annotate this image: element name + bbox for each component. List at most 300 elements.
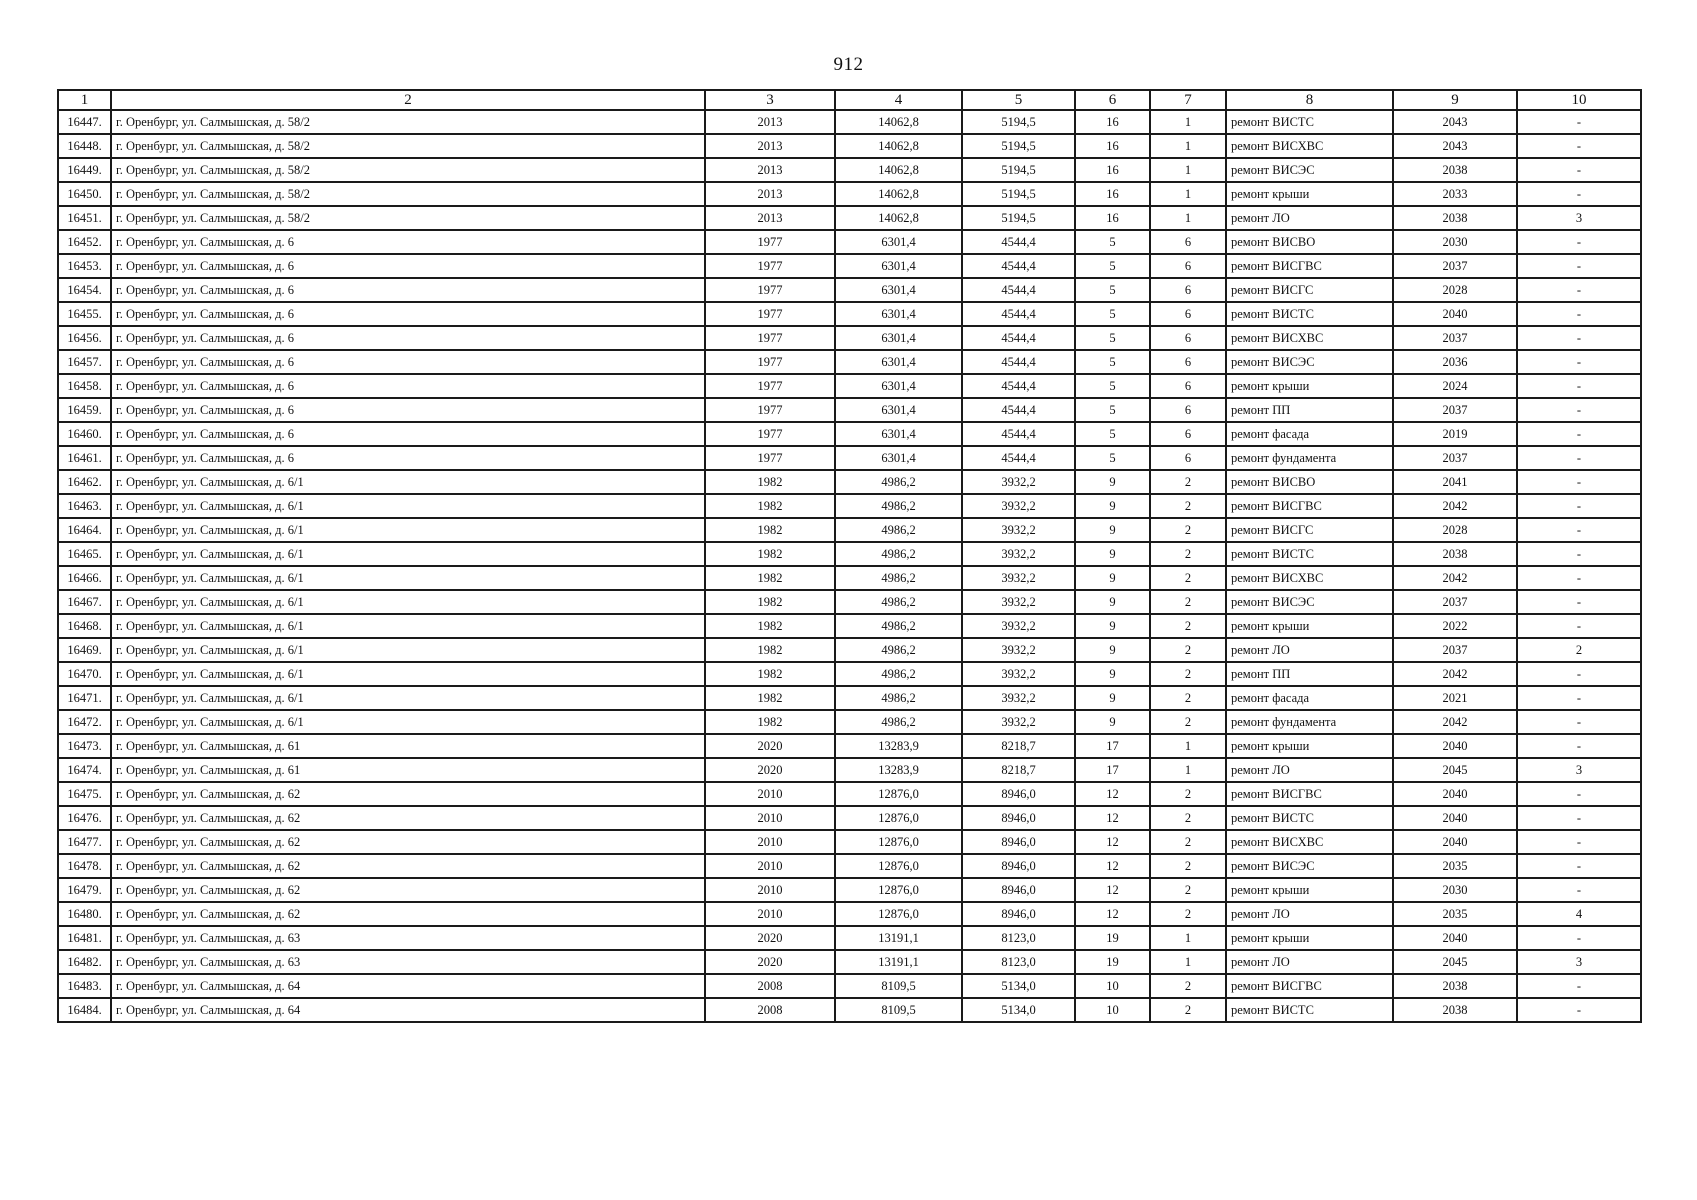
year-cell: 2010 [705, 902, 835, 926]
planned-year-cell: 2038 [1393, 542, 1517, 566]
year-cell: 1982 [705, 710, 835, 734]
entrances-cell: 2 [1150, 830, 1226, 854]
floors-cell: 5 [1075, 374, 1150, 398]
total-area-cell: 12876,0 [835, 806, 962, 830]
total-area-cell: 4986,2 [835, 518, 962, 542]
address-cell: г. Оренбург, ул. Салмышская, д. 6 [111, 278, 705, 302]
column-header: 2 [111, 90, 705, 110]
entrances-cell: 2 [1150, 518, 1226, 542]
row-number-cell: 16463. [58, 494, 111, 518]
entrances-cell: 1 [1150, 182, 1226, 206]
entrances-cell: 2 [1150, 638, 1226, 662]
planned-year-cell: 2037 [1393, 398, 1517, 422]
total-area-cell: 6301,4 [835, 374, 962, 398]
column-header: 9 [1393, 90, 1517, 110]
work-type-cell: ремонт ВИСЭС [1226, 590, 1393, 614]
work-type-cell: ремонт крыши [1226, 926, 1393, 950]
living-area-cell: 5194,5 [962, 206, 1075, 230]
living-area-cell: 8218,7 [962, 734, 1075, 758]
entrances-cell: 2 [1150, 998, 1226, 1022]
planned-year-cell: 2019 [1393, 422, 1517, 446]
address-cell: г. Оренбург, ул. Салмышская, д. 6/1 [111, 518, 705, 542]
elevator-count-cell: - [1517, 470, 1641, 494]
repair-schedule-table [57, 89, 1642, 1023]
address-cell: г. Оренбург, ул. Салмышская, д. 6 [111, 398, 705, 422]
year-cell: 2013 [705, 182, 835, 206]
elevator-count-cell: - [1517, 974, 1641, 998]
table-row [58, 806, 1641, 830]
row-number-cell: 16448. [58, 134, 111, 158]
planned-year-cell: 2045 [1393, 758, 1517, 782]
address-cell: г. Оренбург, ул. Салмышская, д. 6/1 [111, 662, 705, 686]
entrances-cell: 2 [1150, 902, 1226, 926]
entrances-cell: 1 [1150, 134, 1226, 158]
floors-cell: 19 [1075, 926, 1150, 950]
work-type-cell: ремонт ВИСГВС [1226, 494, 1393, 518]
planned-year-cell: 2042 [1393, 566, 1517, 590]
address-cell: г. Оренбург, ул. Салмышская, д. 6 [111, 350, 705, 374]
elevator-count-cell: 3 [1517, 206, 1641, 230]
total-area-cell: 6301,4 [835, 350, 962, 374]
entrances-cell: 6 [1150, 422, 1226, 446]
work-type-cell: ремонт ЛО [1226, 206, 1393, 230]
column-header: 1 [58, 90, 111, 110]
row-number-cell: 16449. [58, 158, 111, 182]
table-row [58, 254, 1641, 278]
entrances-cell: 2 [1150, 974, 1226, 998]
entrances-cell: 2 [1150, 686, 1226, 710]
planned-year-cell: 2028 [1393, 518, 1517, 542]
living-area-cell: 4544,4 [962, 350, 1075, 374]
work-type-cell: ремонт ВИСЭС [1226, 158, 1393, 182]
row-number-cell: 16457. [58, 350, 111, 374]
elevator-count-cell: 4 [1517, 902, 1641, 926]
living-area-cell: 8946,0 [962, 878, 1075, 902]
table-row [58, 638, 1641, 662]
entrances-cell: 2 [1150, 854, 1226, 878]
entrances-cell: 2 [1150, 590, 1226, 614]
year-cell: 1982 [705, 494, 835, 518]
floors-cell: 9 [1075, 686, 1150, 710]
entrances-cell: 6 [1150, 278, 1226, 302]
row-number-cell: 16476. [58, 806, 111, 830]
floors-cell: 9 [1075, 566, 1150, 590]
row-number-cell: 16480. [58, 902, 111, 926]
elevator-count-cell: - [1517, 878, 1641, 902]
work-type-cell: ремонт ВИСТС [1226, 542, 1393, 566]
row-number-cell: 16460. [58, 422, 111, 446]
row-number-cell: 16472. [58, 710, 111, 734]
total-area-cell: 8109,5 [835, 998, 962, 1022]
work-type-cell: ремонт ВИСВО [1226, 470, 1393, 494]
year-cell: 1982 [705, 686, 835, 710]
floors-cell: 9 [1075, 662, 1150, 686]
floors-cell: 12 [1075, 782, 1150, 806]
total-area-cell: 14062,8 [835, 206, 962, 230]
living-area-cell: 5134,0 [962, 998, 1075, 1022]
work-type-cell: ремонт ЛО [1226, 902, 1393, 926]
entrances-cell: 1 [1150, 734, 1226, 758]
table-row [58, 998, 1641, 1022]
address-cell: г. Оренбург, ул. Салмышская, д. 64 [111, 998, 705, 1022]
living-area-cell: 3932,2 [962, 614, 1075, 638]
address-cell: г. Оренбург, ул. Салмышская, д. 6/1 [111, 470, 705, 494]
living-area-cell: 3932,2 [962, 662, 1075, 686]
planned-year-cell: 2037 [1393, 326, 1517, 350]
total-area-cell: 6301,4 [835, 326, 962, 350]
work-type-cell: ремонт ВИСХВС [1226, 134, 1393, 158]
planned-year-cell: 2045 [1393, 950, 1517, 974]
total-area-cell: 6301,4 [835, 230, 962, 254]
row-number-cell: 16465. [58, 542, 111, 566]
address-cell: г. Оренбург, ул. Салмышская, д. 62 [111, 782, 705, 806]
floors-cell: 16 [1075, 182, 1150, 206]
year-cell: 1977 [705, 398, 835, 422]
planned-year-cell: 2037 [1393, 590, 1517, 614]
floors-cell: 16 [1075, 158, 1150, 182]
row-number-cell: 16464. [58, 518, 111, 542]
row-number-cell: 16452. [58, 230, 111, 254]
year-cell: 2020 [705, 758, 835, 782]
year-cell: 2008 [705, 998, 835, 1022]
living-area-cell: 8946,0 [962, 806, 1075, 830]
living-area-cell: 5194,5 [962, 134, 1075, 158]
row-number-cell: 16454. [58, 278, 111, 302]
year-cell: 1982 [705, 638, 835, 662]
planned-year-cell: 2022 [1393, 614, 1517, 638]
floors-cell: 12 [1075, 902, 1150, 926]
address-cell: г. Оренбург, ул. Салмышская, д. 58/2 [111, 134, 705, 158]
living-area-cell: 5194,5 [962, 158, 1075, 182]
living-area-cell: 8946,0 [962, 782, 1075, 806]
floors-cell: 9 [1075, 542, 1150, 566]
table-row [58, 158, 1641, 182]
planned-year-cell: 2035 [1393, 902, 1517, 926]
floors-cell: 5 [1075, 350, 1150, 374]
row-number-cell: 16479. [58, 878, 111, 902]
total-area-cell: 12876,0 [835, 782, 962, 806]
row-number-cell: 16482. [58, 950, 111, 974]
work-type-cell: ремонт крыши [1226, 878, 1393, 902]
year-cell: 1977 [705, 422, 835, 446]
address-cell: г. Оренбург, ул. Салмышская, д. 63 [111, 926, 705, 950]
floors-cell: 5 [1075, 254, 1150, 278]
work-type-cell: ремонт фундамента [1226, 710, 1393, 734]
floors-cell: 12 [1075, 878, 1150, 902]
table-row [58, 710, 1641, 734]
planned-year-cell: 2042 [1393, 662, 1517, 686]
floors-cell: 5 [1075, 398, 1150, 422]
address-cell: г. Оренбург, ул. Салмышская, д. 6 [111, 422, 705, 446]
work-type-cell: ремонт ВИСГВС [1226, 974, 1393, 998]
work-type-cell: ремонт ВИСХВС [1226, 566, 1393, 590]
floors-cell: 5 [1075, 278, 1150, 302]
address-cell: г. Оренбург, ул. Салмышская, д. 6 [111, 254, 705, 278]
elevator-count-cell: - [1517, 494, 1641, 518]
work-type-cell: ремонт крыши [1226, 182, 1393, 206]
table-row [58, 374, 1641, 398]
total-area-cell: 4986,2 [835, 614, 962, 638]
living-area-cell: 5134,0 [962, 974, 1075, 998]
elevator-count-cell: 2 [1517, 638, 1641, 662]
floors-cell: 9 [1075, 590, 1150, 614]
living-area-cell: 8946,0 [962, 902, 1075, 926]
year-cell: 1982 [705, 566, 835, 590]
entrances-cell: 1 [1150, 926, 1226, 950]
floors-cell: 16 [1075, 134, 1150, 158]
table-row [58, 278, 1641, 302]
work-type-cell: ремонт ВИСГВС [1226, 782, 1393, 806]
work-type-cell: ремонт ВИСТС [1226, 806, 1393, 830]
total-area-cell: 8109,5 [835, 974, 962, 998]
entrances-cell: 6 [1150, 398, 1226, 422]
column-header: 10 [1517, 90, 1641, 110]
floors-cell: 5 [1075, 446, 1150, 470]
elevator-count-cell: - [1517, 350, 1641, 374]
total-area-cell: 6301,4 [835, 302, 962, 326]
address-cell: г. Оренбург, ул. Салмышская, д. 6/1 [111, 638, 705, 662]
total-area-cell: 13191,1 [835, 950, 962, 974]
year-cell: 1982 [705, 590, 835, 614]
entrances-cell: 2 [1150, 470, 1226, 494]
total-area-cell: 4986,2 [835, 470, 962, 494]
floors-cell: 17 [1075, 758, 1150, 782]
work-type-cell: ремонт ВИСГВС [1226, 254, 1393, 278]
row-number-cell: 16473. [58, 734, 111, 758]
entrances-cell: 6 [1150, 350, 1226, 374]
year-cell: 2010 [705, 830, 835, 854]
planned-year-cell: 2036 [1393, 350, 1517, 374]
column-header: 8 [1226, 90, 1393, 110]
year-cell: 1982 [705, 470, 835, 494]
entrances-cell: 6 [1150, 302, 1226, 326]
row-number-cell: 16455. [58, 302, 111, 326]
row-number-cell: 16451. [58, 206, 111, 230]
elevator-count-cell: - [1517, 134, 1641, 158]
year-cell: 1977 [705, 350, 835, 374]
entrances-cell: 1 [1150, 758, 1226, 782]
planned-year-cell: 2040 [1393, 782, 1517, 806]
address-cell: г. Оренбург, ул. Салмышская, д. 58/2 [111, 182, 705, 206]
living-area-cell: 3932,2 [962, 710, 1075, 734]
total-area-cell: 4986,2 [835, 686, 962, 710]
floors-cell: 5 [1075, 230, 1150, 254]
elevator-count-cell: - [1517, 326, 1641, 350]
year-cell: 1982 [705, 614, 835, 638]
planned-year-cell: 2037 [1393, 254, 1517, 278]
elevator-count-cell: - [1517, 662, 1641, 686]
floors-cell: 9 [1075, 470, 1150, 494]
address-cell: г. Оренбург, ул. Салмышская, д. 63 [111, 950, 705, 974]
total-area-cell: 12876,0 [835, 878, 962, 902]
work-type-cell: ремонт ЛО [1226, 950, 1393, 974]
floors-cell: 19 [1075, 950, 1150, 974]
living-area-cell: 3932,2 [962, 518, 1075, 542]
row-number-cell: 16458. [58, 374, 111, 398]
planned-year-cell: 2038 [1393, 998, 1517, 1022]
address-cell: г. Оренбург, ул. Салмышская, д. 6 [111, 446, 705, 470]
row-number-cell: 16466. [58, 566, 111, 590]
entrances-cell: 2 [1150, 494, 1226, 518]
year-cell: 2020 [705, 734, 835, 758]
planned-year-cell: 2033 [1393, 182, 1517, 206]
row-number-cell: 16453. [58, 254, 111, 278]
address-cell: г. Оренбург, ул. Салмышская, д. 6/1 [111, 542, 705, 566]
entrances-cell: 2 [1150, 614, 1226, 638]
table-row [58, 470, 1641, 494]
work-type-cell: ремонт ПП [1226, 398, 1393, 422]
planned-year-cell: 2043 [1393, 110, 1517, 134]
address-cell: г. Оренбург, ул. Салмышская, д. 61 [111, 734, 705, 758]
total-area-cell: 4986,2 [835, 662, 962, 686]
elevator-count-cell: - [1517, 158, 1641, 182]
floors-cell: 12 [1075, 854, 1150, 878]
living-area-cell: 4544,4 [962, 302, 1075, 326]
total-area-cell: 14062,8 [835, 182, 962, 206]
row-number-cell: 16478. [58, 854, 111, 878]
work-type-cell: ремонт крыши [1226, 374, 1393, 398]
total-area-cell: 4986,2 [835, 638, 962, 662]
year-cell: 2010 [705, 878, 835, 902]
table-row [58, 398, 1641, 422]
total-area-cell: 4986,2 [835, 590, 962, 614]
year-cell: 1977 [705, 374, 835, 398]
planned-year-cell: 2040 [1393, 806, 1517, 830]
table-row [58, 830, 1641, 854]
year-cell: 1977 [705, 230, 835, 254]
living-area-cell: 8123,0 [962, 926, 1075, 950]
entrances-cell: 2 [1150, 806, 1226, 830]
year-cell: 1982 [705, 662, 835, 686]
floors-cell: 16 [1075, 110, 1150, 134]
table-row [58, 494, 1641, 518]
column-number-header-row [58, 90, 1641, 110]
entrances-cell: 2 [1150, 662, 1226, 686]
year-cell: 2020 [705, 926, 835, 950]
year-cell: 2013 [705, 134, 835, 158]
table-row [58, 974, 1641, 998]
elevator-count-cell: - [1517, 566, 1641, 590]
floors-cell: 9 [1075, 494, 1150, 518]
row-number-cell: 16483. [58, 974, 111, 998]
table-row [58, 782, 1641, 806]
planned-year-cell: 2030 [1393, 230, 1517, 254]
planned-year-cell: 2040 [1393, 734, 1517, 758]
elevator-count-cell: - [1517, 254, 1641, 278]
address-cell: г. Оренбург, ул. Салмышская, д. 62 [111, 806, 705, 830]
page-number: 912 [833, 54, 864, 75]
row-number-cell: 16484. [58, 998, 111, 1022]
address-cell: г. Оренбург, ул. Салмышская, д. 6/1 [111, 614, 705, 638]
table-row [58, 902, 1641, 926]
living-area-cell: 3932,2 [962, 566, 1075, 590]
entrances-cell: 6 [1150, 230, 1226, 254]
address-cell: г. Оренбург, ул. Салмышская, д. 62 [111, 854, 705, 878]
elevator-count-cell: - [1517, 998, 1641, 1022]
total-area-cell: 14062,8 [835, 158, 962, 182]
living-area-cell: 4544,4 [962, 326, 1075, 350]
entrances-cell: 1 [1150, 206, 1226, 230]
planned-year-cell: 2043 [1393, 134, 1517, 158]
year-cell: 1982 [705, 518, 835, 542]
living-area-cell: 8946,0 [962, 854, 1075, 878]
address-cell: г. Оренбург, ул. Салмышская, д. 58/2 [111, 158, 705, 182]
entrances-cell: 6 [1150, 374, 1226, 398]
row-number-cell: 16462. [58, 470, 111, 494]
work-type-cell: ремонт ЛО [1226, 758, 1393, 782]
total-area-cell: 4986,2 [835, 710, 962, 734]
entrances-cell: 1 [1150, 110, 1226, 134]
table-row [58, 950, 1641, 974]
table-row [58, 182, 1641, 206]
total-area-cell: 12876,0 [835, 854, 962, 878]
elevator-count-cell: - [1517, 590, 1641, 614]
table-row [58, 446, 1641, 470]
elevator-count-cell: - [1517, 806, 1641, 830]
row-number-cell: 16474. [58, 758, 111, 782]
floors-cell: 5 [1075, 302, 1150, 326]
floors-cell: 5 [1075, 326, 1150, 350]
work-type-cell: ремонт ВИСХВС [1226, 830, 1393, 854]
total-area-cell: 12876,0 [835, 830, 962, 854]
elevator-count-cell: - [1517, 278, 1641, 302]
row-number-cell: 16471. [58, 686, 111, 710]
year-cell: 1977 [705, 326, 835, 350]
living-area-cell: 3932,2 [962, 686, 1075, 710]
elevator-count-cell: - [1517, 830, 1641, 854]
planned-year-cell: 2040 [1393, 830, 1517, 854]
living-area-cell: 3932,2 [962, 590, 1075, 614]
table-row [58, 686, 1641, 710]
work-type-cell: ремонт ВИСГС [1226, 278, 1393, 302]
address-cell: г. Оренбург, ул. Салмышская, д. 64 [111, 974, 705, 998]
total-area-cell: 12876,0 [835, 902, 962, 926]
table-row [58, 662, 1641, 686]
total-area-cell: 6301,4 [835, 422, 962, 446]
planned-year-cell: 2021 [1393, 686, 1517, 710]
living-area-cell: 4544,4 [962, 422, 1075, 446]
planned-year-cell: 2035 [1393, 854, 1517, 878]
column-header: 4 [835, 90, 962, 110]
table-row [58, 302, 1641, 326]
total-area-cell: 4986,2 [835, 542, 962, 566]
address-cell: г. Оренбург, ул. Салмышская, д. 58/2 [111, 206, 705, 230]
table-row [58, 230, 1641, 254]
total-area-cell: 6301,4 [835, 398, 962, 422]
table-row [58, 542, 1641, 566]
work-type-cell: ремонт ВИСХВС [1226, 326, 1393, 350]
living-area-cell: 4544,4 [962, 254, 1075, 278]
address-cell: г. Оренбург, ул. Салмышская, д. 6/1 [111, 566, 705, 590]
column-header: 3 [705, 90, 835, 110]
year-cell: 2010 [705, 854, 835, 878]
work-type-cell: ремонт ВИСВО [1226, 230, 1393, 254]
living-area-cell: 4544,4 [962, 374, 1075, 398]
row-number-cell: 16447. [58, 110, 111, 134]
entrances-cell: 2 [1150, 566, 1226, 590]
total-area-cell: 6301,4 [835, 254, 962, 278]
total-area-cell: 14062,8 [835, 134, 962, 158]
floors-cell: 12 [1075, 806, 1150, 830]
work-type-cell: ремонт ВИСЭС [1226, 350, 1393, 374]
work-type-cell: ремонт ПП [1226, 662, 1393, 686]
living-area-cell: 3932,2 [962, 470, 1075, 494]
column-header: 7 [1150, 90, 1226, 110]
entrances-cell: 1 [1150, 158, 1226, 182]
elevator-count-cell: - [1517, 182, 1641, 206]
total-area-cell: 4986,2 [835, 494, 962, 518]
address-cell: г. Оренбург, ул. Салмышская, д. 6 [111, 230, 705, 254]
